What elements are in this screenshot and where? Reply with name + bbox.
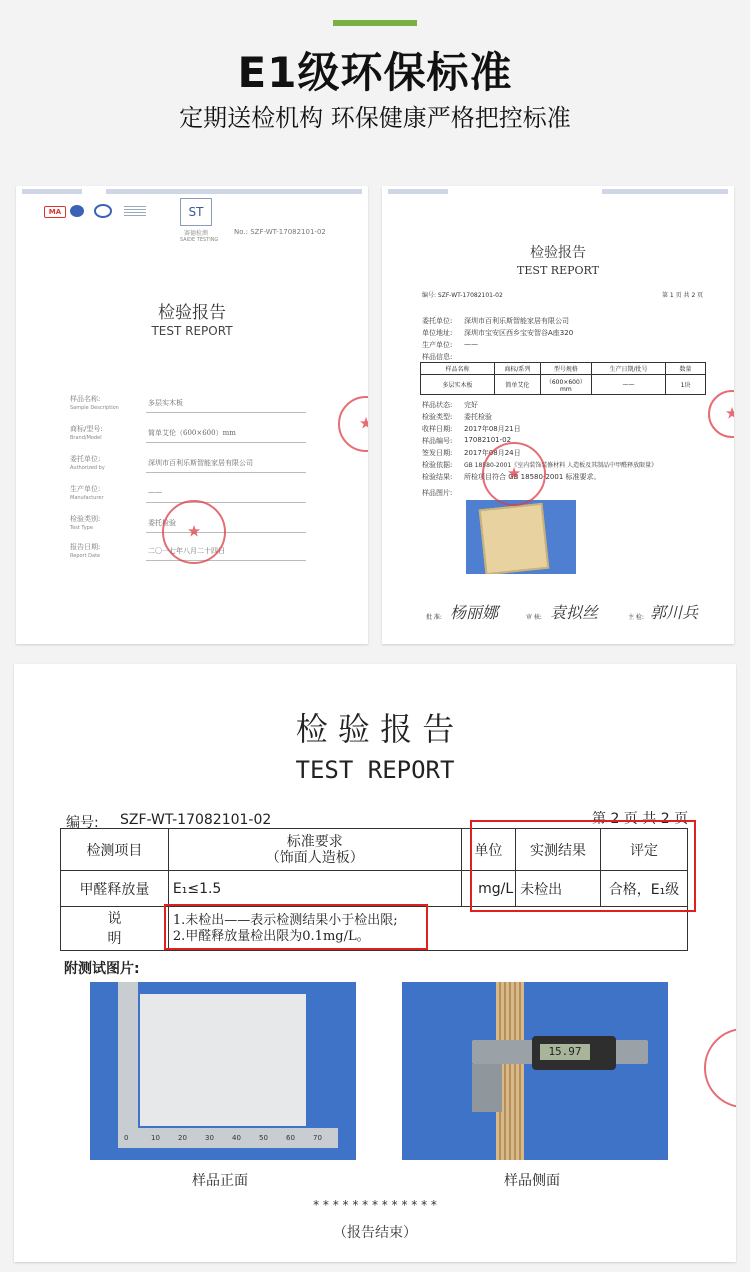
cover-field-label-en: Brand/Model: [70, 435, 102, 441]
cover-title-cn: 检验报告: [158, 303, 226, 323]
field-underline: [146, 472, 306, 473]
table-header-cell: 生产日期/批号: [591, 363, 665, 375]
info-label: 检验类型:: [422, 413, 453, 421]
page-subtitle: 定期送检机构 环保健康严格把控标准: [179, 104, 571, 132]
review-label: 审 核:: [526, 614, 542, 621]
edge-seal-icon: [704, 1028, 736, 1108]
cover-field-label: 委托单位:: [70, 455, 101, 463]
info-label: 样品状态:: [422, 401, 453, 409]
header-unit: 单位: [461, 829, 515, 871]
table-cell: 多层实木板: [421, 375, 495, 395]
row-unit: mg/L: [461, 871, 515, 907]
cover-field-value: 简单艾伦（600×600）mm: [148, 429, 236, 437]
ruler-mark-label: 70: [313, 1134, 322, 1142]
page1-page-count: 第 1 页 共 2 页: [662, 292, 704, 299]
table-cell: 1块: [666, 375, 706, 395]
report-cover-page: [16, 186, 368, 644]
report-number: SZF-WT-17082101-02: [120, 812, 272, 828]
cover-field-label-en: Sample Description: [70, 405, 119, 411]
accreditation-text-icon: [124, 206, 146, 216]
cover-report-number: No.: SZF-WT-17082101-02: [234, 228, 326, 236]
info-label: 样品信息:: [422, 353, 453, 361]
note-line: 2.甲醛释放量检出限为0.1mg/L。: [172, 928, 370, 944]
photos-label: 附测试图片:: [64, 961, 140, 977]
caliper-display-icon: [532, 1036, 616, 1070]
row-standard: E₁≤1.5: [168, 871, 461, 907]
notes-label-1: 说: [107, 910, 122, 927]
ruler-mark-label: 10: [151, 1134, 160, 1142]
cover-field-label: 样品名称:: [70, 395, 101, 403]
photo-front-caption: 样品正面: [192, 1173, 248, 1189]
sample-photo: [466, 500, 576, 574]
sample-side-photo: [402, 982, 668, 1160]
field-underline: [146, 560, 306, 561]
page-title: E1级环保标准: [237, 48, 513, 97]
field-underline: [146, 502, 306, 503]
cma-mark-icon: MA: [44, 206, 66, 218]
ruler-mark-label: 40: [232, 1134, 241, 1142]
logo-caption-cn: 赛德检测: [184, 230, 209, 237]
cover-field-value: 多层实木板: [148, 399, 183, 407]
cover-field-value: 深圳市百利乐斯智能家居有限公司: [148, 459, 253, 467]
table-header-cell: 型号规格: [540, 363, 591, 375]
info-label: 检验依据:: [422, 461, 453, 469]
accent-bar: [333, 20, 417, 26]
info-label: 收样日期:: [422, 425, 453, 433]
info-label: 生产单位:: [422, 341, 453, 349]
table-cell: 简单艾伦: [495, 375, 541, 395]
info-label: 委托单位:: [422, 317, 453, 325]
page1-title-en: TEST REPORT: [517, 264, 599, 277]
info-label: 检验结果:: [422, 473, 453, 481]
ruler-mark-label: 30: [205, 1134, 214, 1142]
cover-field-label-en: Manufacturer: [70, 495, 104, 501]
info-value: ——: [464, 340, 478, 348]
page2-title-en: TEST REPORT: [295, 756, 455, 784]
top-strip: [106, 189, 362, 194]
edge-seal-icon: [708, 390, 734, 438]
page-count: 第 2 页 共 2 页: [592, 811, 689, 827]
cover-field-value: 二〇一七年八月二十四日: [148, 547, 225, 555]
ruler-mark-label: 20: [178, 1134, 187, 1142]
cover-title-en: TEST REPORT: [151, 324, 233, 338]
report-page-2: [14, 664, 736, 1262]
row-result: 未检出: [516, 871, 601, 907]
sample-info-table: [420, 362, 706, 395]
board-surface-icon: [140, 994, 306, 1126]
number-label: 编号:: [66, 815, 99, 831]
official-seal-icon: [162, 500, 226, 564]
cover-field-label: 生产单位:: [70, 485, 101, 493]
info-label: 签发日期:: [422, 449, 453, 457]
info-value: 深圳市百利乐斯智能家居有限公司: [464, 317, 569, 325]
top-strip: [602, 189, 728, 194]
cover-field-label: 检验类别:: [70, 515, 101, 523]
cover-field-value: 委托检验: [148, 519, 176, 527]
table-header-cell: 数量: [666, 363, 706, 375]
approve-label: 批 准:: [426, 614, 442, 621]
edge-seal-icon: [338, 396, 368, 452]
info-value: 17082101-02: [464, 436, 512, 444]
photo-side-caption: 样品侧面: [504, 1173, 560, 1189]
report-end-text: （报告结束）: [333, 1225, 417, 1241]
result-highlight-box: [470, 820, 696, 912]
ruler-mark-label: 50: [259, 1134, 268, 1142]
info-value: GB 18580-2001《室内装饰装修材料 人造板及其制品中甲醛释放限量》: [464, 462, 658, 469]
logo-caption-en: SAIDE TESTING: [180, 237, 219, 243]
info-value: 所检项目符合 GB 18580-2001 标准要求。: [464, 473, 601, 481]
wood-board-icon: [479, 503, 550, 574]
cnas-mark-icon: [94, 204, 112, 218]
sample-front-photo: [90, 982, 356, 1160]
reviewer-signature: 袁拟丝: [550, 603, 599, 622]
ruler-vertical-icon: [118, 982, 138, 1148]
info-value: 委托检验: [464, 413, 492, 421]
header-standard-label: 标准要求: [286, 833, 343, 850]
page2-title-cn: 检 验 报 告: [295, 710, 455, 748]
info-value: 深圳市宝安区西乡宝安智谷A座320: [464, 329, 574, 337]
cover-field-label-en: Authorized by: [70, 465, 105, 471]
header-rating: 评定: [600, 829, 687, 871]
notes-label: [61, 907, 169, 951]
notes-label-2: 明: [107, 930, 122, 947]
info-label: 样品编号:: [422, 437, 453, 445]
cover-field-label: 报告日期:: [70, 543, 101, 551]
cover-field-value: ——: [148, 488, 162, 496]
notes-highlight-box: [164, 904, 428, 950]
info-value: 2017年08月21日: [464, 425, 521, 433]
header-result: 实测结果: [516, 829, 601, 871]
ruler-mark-label: 60: [286, 1134, 295, 1142]
ruler-mark-label: 0: [124, 1134, 129, 1142]
cover-field-label-en: Test Type: [70, 525, 93, 531]
row-item: 甲醛释放量: [61, 871, 169, 907]
table-header-cell: 样品名称: [421, 363, 495, 375]
field-underline: [146, 412, 306, 413]
approver-signature: 杨丽娜: [450, 603, 499, 622]
official-seal-icon: [482, 442, 546, 506]
page1-title-cn: 检验报告: [530, 245, 586, 261]
cover-field-label: 商标/型号:: [70, 425, 103, 433]
info-value: 完好: [464, 401, 478, 409]
saide-logo-icon: ST: [180, 198, 212, 226]
note-line: 1.未检出——表示检测结果小于检出限;: [172, 912, 398, 928]
field-underline: [146, 442, 306, 443]
table-header-cell: 商标/系列: [495, 363, 541, 375]
header-standard: [168, 829, 461, 871]
info-label: 样品图片:: [422, 489, 453, 497]
inspector-signature: 郭川兵: [650, 603, 699, 622]
header-item: 检测项目: [61, 829, 169, 871]
header-standard-sub: （饰面人造板）: [265, 849, 364, 866]
caliper-jaw-icon: [472, 1064, 502, 1112]
end-stars: * * * * * * * * * * * * *: [313, 1198, 437, 1212]
info-label: 单位地址:: [422, 329, 453, 337]
caliper-reading: 15.97: [540, 1044, 590, 1060]
top-strip: [388, 189, 448, 194]
main-inspector-label: 主 检:: [628, 614, 644, 621]
table-cell: （600×600）mm: [540, 375, 591, 395]
report-page-1: [382, 186, 734, 644]
info-value: 2017年08月24日: [464, 449, 521, 457]
ilac-mark-icon: [70, 205, 84, 217]
row-rating: 合格，E₁级: [600, 871, 687, 907]
cover-field-label-en: Report Date: [70, 553, 101, 559]
page1-number: 编号: SZF-WT-17082101-02: [422, 292, 503, 299]
table-cell: ——: [591, 375, 665, 395]
top-strip: [22, 189, 82, 194]
